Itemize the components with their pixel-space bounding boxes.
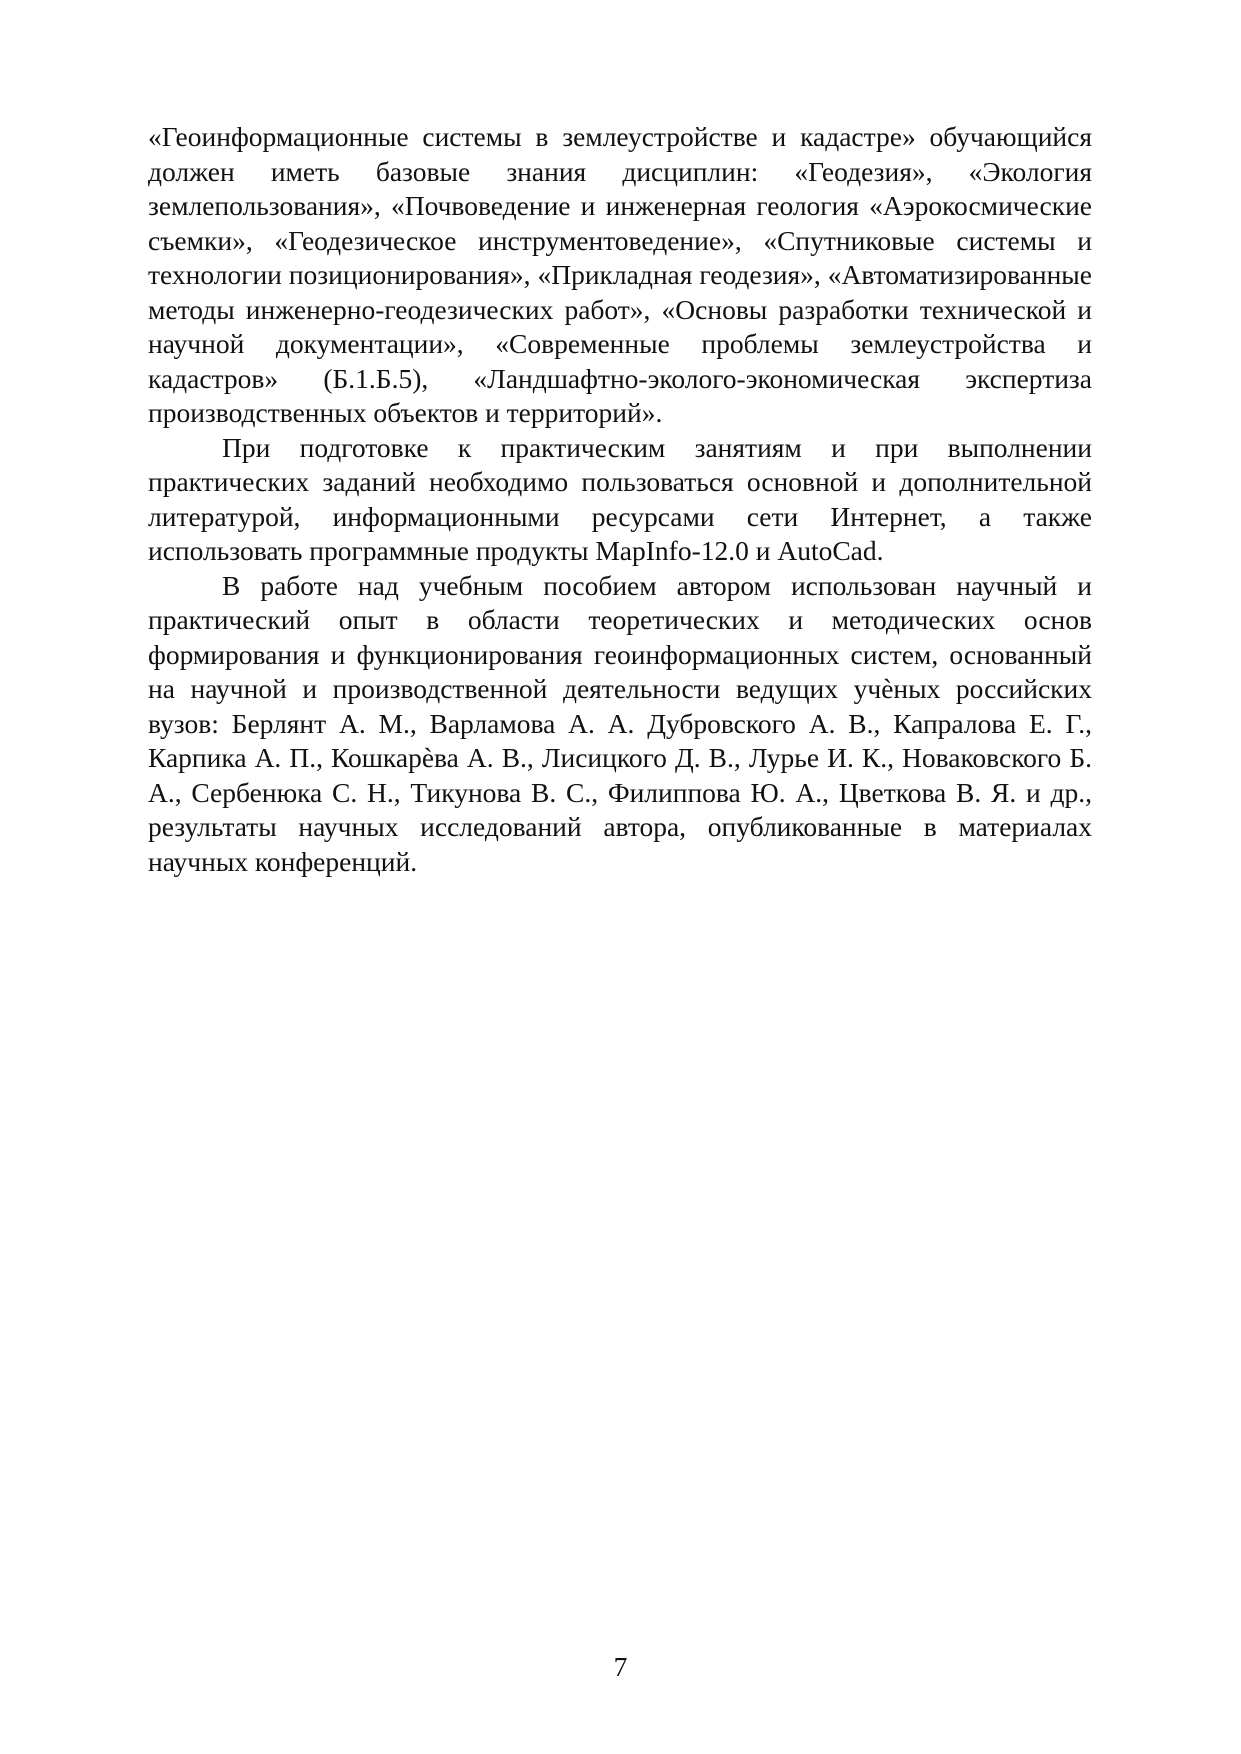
page-number: 7	[613, 1651, 628, 1682]
paragraph-1: «Геоинформационные системы в землеустройстве и кадастре» обучающийся должен иметь базовые знания дисциплин: «Геодезия», «Экология землепользования», «Почвоведение и инженерная геология «Аэрокосмические съемки», «Геодезическое инструментоведение», «Спутниковые системы и технологии позиционирования», «Прикладная геодезия», «Автоматизированные методы инженерно-геодезических работ», «Основы разработки технической и научной документации», «Современные проблемы землеустройства и кадастров» (Б.1.Б.5), «Ландшафтно-эколого-экономическая экспертиза производственных объектов и территорий».	[148, 121, 1092, 428]
body-text	[148, 120, 1092, 879]
paragraph-3: В работе над учебным пособием автором использован научный и практический опыт в области теоретических и методических основ формирования и функционирования геоинформационных систем, основанный на научной и производственной деятельности ведущих учѐных российских вузов: Берлянт А. М., Варламова А. А. Дубровского А. В., Капралова Е. Г., Карпика А. П., Кошкарѐва А. В., Лисицкого Д. В., Лурье И. К., Новаковского Б. А., Сербенюка С. Н., Тикунова В. С., Филиппова Ю. А., Цветкова В. Я. и др., результаты научных исследований автора, опубликованные в материалах научных конференций.	[148, 569, 1092, 877]
paragraph-2: При подготовке к практическим занятиям и при выполнении практических заданий необходимо пользоваться основной и дополнительной литературой, информационными ресурсами сети Интернет, а также использовать программные продукты MapInfo-12.0 и AutoCad.	[148, 431, 1092, 566]
